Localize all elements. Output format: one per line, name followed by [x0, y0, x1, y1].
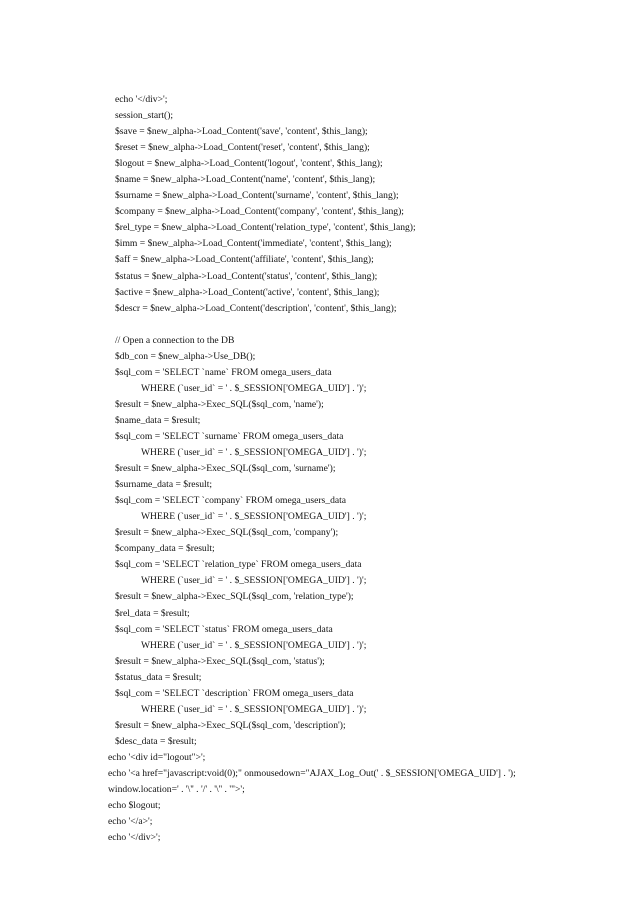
code-line: $surname_data = $result;	[115, 479, 213, 491]
code-line: echo '<a href="javascript:void(0);" onmousedown="AJAX_Log_Out(' . $_SESSION['OMEGA_UID'] . ');	[108, 767, 516, 779]
code-line: WHERE (`user_id` = ' . $_SESSION['OMEGA_UID'] . ')';	[141, 639, 367, 651]
code-line: $descr = $new_alpha->Load_Content('description', 'content', $this_lang);	[115, 302, 397, 314]
code-line: $result = $new_alpha->Exec_SQL($sql_com, 'surname');	[115, 463, 336, 475]
code-line: WHERE (`user_id` = ' . $_SESSION['OMEGA_UID'] . ')';	[141, 447, 367, 459]
code-line: $company_data = $result;	[115, 543, 215, 555]
code-line: $result = $new_alpha->Exec_SQL($sql_com, 'relation_type');	[115, 591, 354, 603]
code-line: WHERE (`user_id` = ' . $_SESSION['OMEGA_UID'] . ')';	[141, 703, 367, 715]
code-line: $sql_com = 'SELECT `relation_type` FROM omega_users_data	[115, 559, 362, 571]
code-line: $desc_data = $result;	[115, 735, 197, 747]
code-line: $active = $new_alpha->Load_Content('active', 'content', $this_lang);	[115, 286, 380, 298]
code-line: $sql_com = 'SELECT `company` FROM omega_users_data	[115, 495, 347, 507]
code-line: $logout = $new_alpha->Load_Content('logout', 'content', $this_lang);	[115, 158, 383, 170]
code-line: echo '</div>';	[115, 94, 168, 105]
code-line: WHERE (`user_id` = ' . $_SESSION['OMEGA_UID'] . ')';	[141, 575, 367, 587]
code-line: $sql_com = 'SELECT `surname` FROM omega_users_data	[115, 430, 344, 442]
code-line: $name = $new_alpha->Load_Content('name', 'content', $this_lang);	[115, 174, 376, 186]
code-line: $save = $new_alpha->Load_Content('save', 'content', $this_lang);	[115, 126, 368, 138]
code-line: echo '</div>';	[108, 832, 161, 844]
code-line: $rel_type = $new_alpha->Load_Content('relation_type', 'content', $this_lang);	[115, 222, 416, 234]
code-line: $name_data = $result;	[115, 414, 201, 426]
code-line: echo $logout;	[108, 800, 161, 812]
code-line: $status = $new_alpha->Load_Content('status', 'content', $this_lang);	[115, 270, 378, 282]
code-line: $result = $new_alpha->Exec_SQL($sql_com, 'description');	[115, 719, 346, 731]
code-line: $status_data = $result;	[115, 671, 202, 683]
code-line: echo '<div id="logout">';	[108, 751, 206, 763]
code-line: WHERE (`user_id` = ' . $_SESSION['OMEGA_UID'] . ')';	[141, 382, 367, 394]
code-line: $rel_data = $result;	[115, 607, 190, 619]
blank-line	[0, 317, 638, 333]
code-line: $sql_com = 'SELECT `description` FROM omega_users_data	[115, 687, 354, 699]
code-line: session_start();	[115, 110, 174, 122]
code-line: $result = $new_alpha->Exec_SQL($sql_com, 'status');	[115, 655, 325, 667]
code-line: echo '</a>';	[108, 816, 153, 828]
code-line: $sql_com = 'SELECT `name` FROM omega_users_data	[115, 366, 332, 378]
code-comment: // Open a connection to the DB	[115, 334, 235, 346]
code-line: $surname = $new_alpha->Load_Content('surname', 'content', $this_lang);	[115, 190, 399, 202]
code-line: WHERE (`user_id` = ' . $_SESSION['OMEGA_UID'] . ')';	[141, 511, 367, 523]
code-line: $sql_com = 'SELECT `status` FROM omega_users_data	[115, 623, 333, 635]
code-line: $result = $new_alpha->Exec_SQL($sql_com, 'name');	[115, 398, 324, 410]
code-line: $result = $new_alpha->Exec_SQL($sql_com, 'company');	[115, 527, 339, 539]
code-listing	[0, 92, 638, 846]
code-line: $aff = $new_alpha->Load_Content('affiliate', 'content', $this_lang);	[115, 254, 374, 266]
code-line: $db_con = $new_alpha->Use_DB();	[115, 350, 256, 362]
code-line: $imm = $new_alpha->Load_Content('immediate', 'content', $this_lang);	[115, 238, 392, 250]
code-line: $reset = $new_alpha->Load_Content('reset', 'content', $this_lang);	[115, 142, 370, 154]
code-line: $company = $new_alpha->Load_Content('company', 'content', $this_lang);	[115, 206, 404, 218]
code-line: window.location=' . '\'' . '/' . '\'' . '">';	[108, 784, 245, 796]
